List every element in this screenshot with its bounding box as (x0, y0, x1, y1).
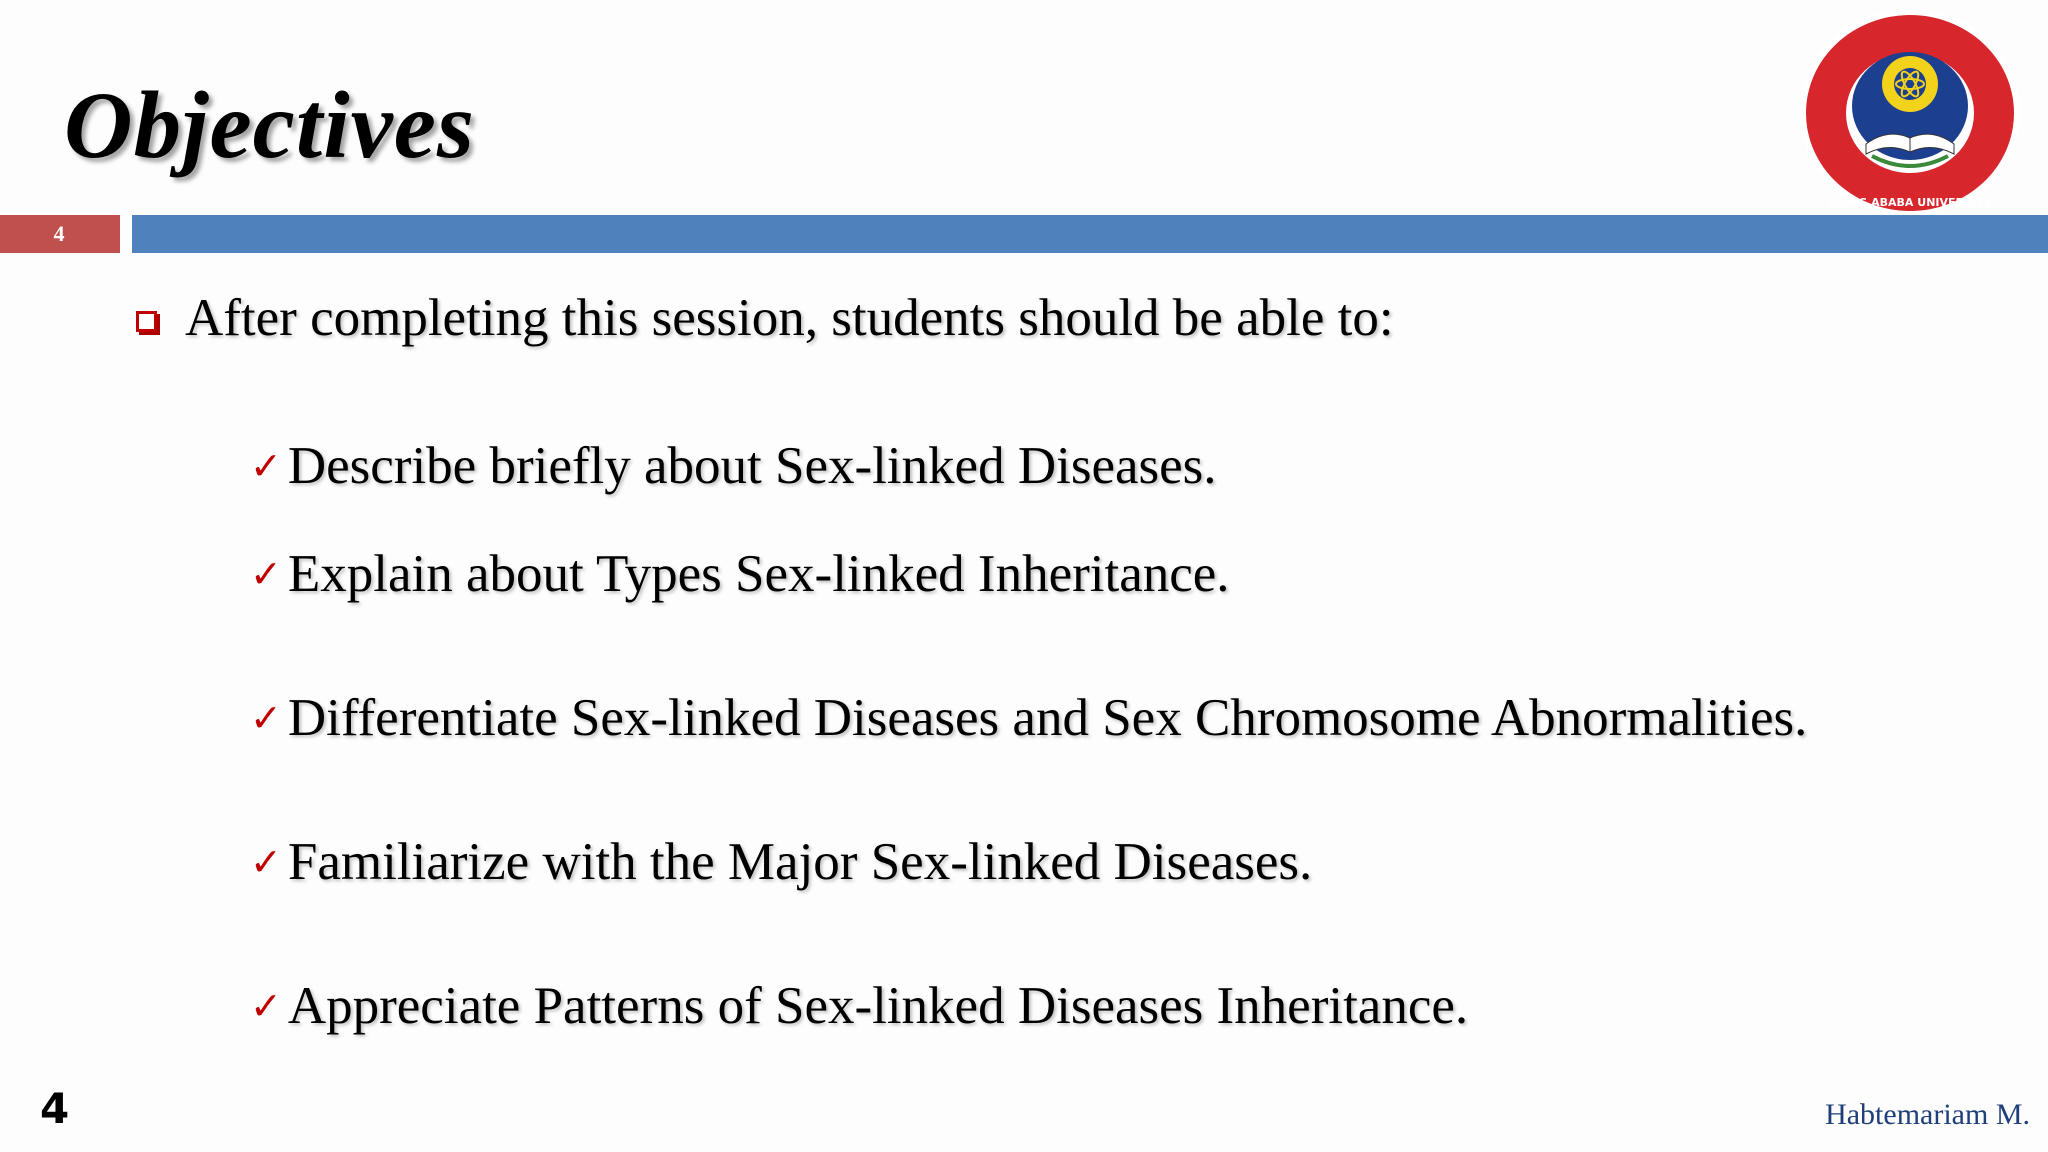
university-logo (1796, 6, 2024, 220)
header-accent-bar (0, 215, 120, 253)
objective-item (250, 934, 1807, 1078)
slide-title: Objectives (64, 72, 475, 178)
header-rule-bar (132, 215, 2048, 253)
objective-text: Familiarize with the Major Sex-linked Diseases. (287, 833, 1313, 891)
check-mark-icon: ✓ (250, 696, 282, 740)
objectives-list (250, 430, 1807, 1078)
check-mark-icon: ✓ (250, 984, 282, 1028)
objective-item (250, 646, 1807, 790)
objective-text: Differentiate Sex-linked Diseases and Sex Chromosome Abnormalities. (287, 689, 1808, 747)
footer-page-number: 4 (40, 1084, 70, 1133)
objective-item (250, 502, 1807, 646)
check-mark-icon: ✓ (250, 552, 282, 596)
svg-text:ADDIS ABABA UNIVERSITY: ADDIS ABABA UNIVERSITY (1828, 196, 1992, 209)
author-name: Habtemariam M. (1825, 1098, 2030, 1131)
objective-text: Appreciate Patterns of Sex-linked Diseases Inheritance. (287, 977, 1469, 1035)
objective-item (250, 430, 1807, 502)
check-mark-icon: ✓ (250, 444, 282, 488)
header-page-number: 4 (53, 221, 65, 246)
objective-item (250, 790, 1807, 934)
objective-text: Describe briefly about Sex-linked Diseases. (287, 437, 1217, 495)
check-mark-icon: ✓ (250, 840, 282, 884)
objective-text: Explain about Types Sex-linked Inheritance. (287, 545, 1230, 603)
intro-text: After completing this session, students should be able to: (185, 289, 1394, 347)
intro-line (136, 288, 1394, 348)
square-bullet-icon (136, 311, 157, 332)
